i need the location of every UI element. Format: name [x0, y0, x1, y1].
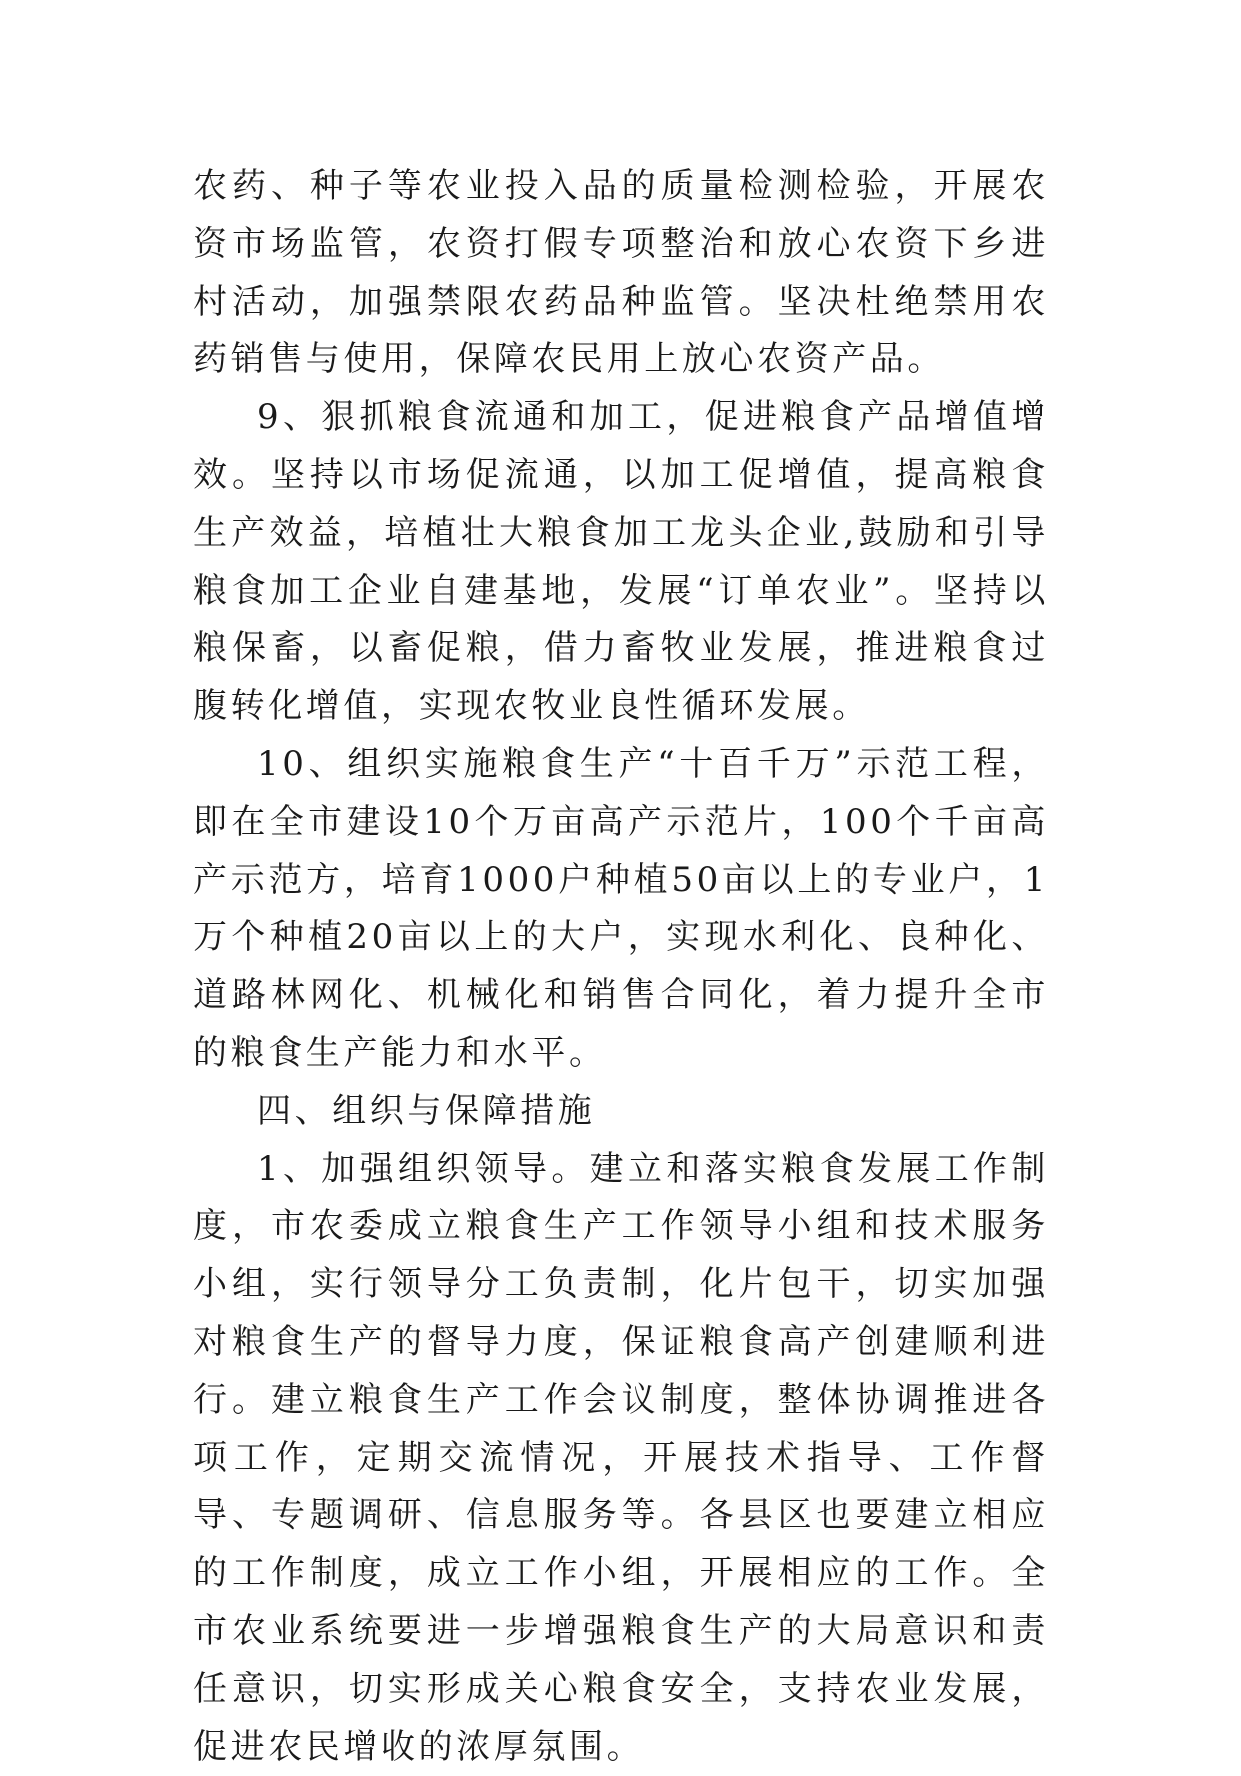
- paragraph-intro-continued: 农药、种子等农业投入品的质量检测检验，开展农资市场监管，农资打假专项整治和放心农资下乡进村活动，加强禁限农药品种监管。坚决杜绝禁用农药销售与使用，保障农民用上放心农资产品。: [193, 166, 1049, 380]
- document-body: [193, 158, 1049, 1776]
- paragraph-item-10: 10、组织实施粮食生产“十百千万”示范工程，即在全市建设10个万亩高产示范片，100个千亩高产示范方，培育1000户种植50亩以上的专业户，1万个种植20亩以上的大户，实现水利化、良种化、道路林网化、机械化和销售合同化，着力提升全市的粮食生产能力和水平。: [193, 743, 1049, 1073]
- paragraph-item-9: 9、狠抓粮食流通和加工，促进粮食产品增值增效。坚持以市场促流通，以加工促增值，提高粮食生产效益，培植壮大粮食加工龙头企业,鼓励和引导粮食加工企业自建基地，发展“订单农业”。坚持以粮保畜，以畜促粮，借力畜牧业发展，推进粮食过腹转化增值，实现农牧业良性循环发展。: [193, 397, 1049, 727]
- paragraph-measure-1: 1、加强组织领导。建立和落实粮食发展工作制度，市农委成立粮食生产工作领导小组和技术服务小组，实行领导分工负责制，化片包干，切实加强对粮食生产的督导力度，保证粮食高产创建顺利进行。建立粮食生产工作会议制度，整体协调推进各项工作，定期交流情况，开展技术指导、工作督导、专题调研、信息服务等。各县区也要建立相应的工作制度，成立工作小组，开展相应的工作。全市农业系统要进一步增强粮食生产的大局意识和责任意识，切实形成关心粮食安全，支持农业发展，促进农民增收的浓厚氛围。: [193, 1148, 1049, 1767]
- section-heading-4: 四、组织与保障措施: [257, 1090, 596, 1131]
